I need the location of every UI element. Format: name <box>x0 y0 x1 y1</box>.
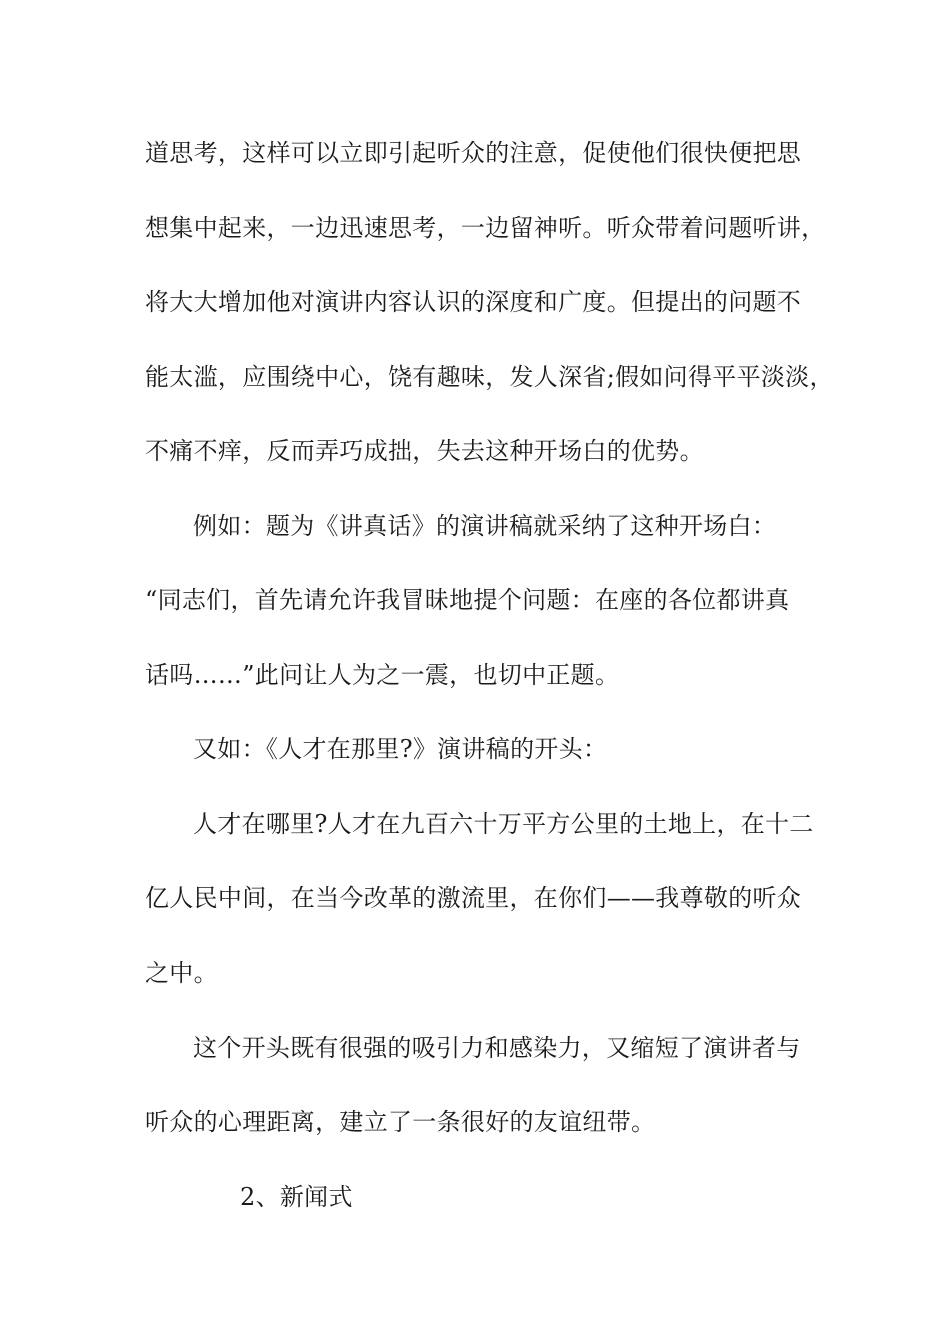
text-line: 将大大增加他对演讲内容认识的深度和广度。但提出的问题不 <box>145 288 802 316</box>
text-line: 之中。 <box>145 959 218 987</box>
text-line: 听众的心理距离，建立了一条很好的友谊纽带。 <box>145 1108 656 1136</box>
text-line: 例如：题为《讲真话》的演讲稿就采纳了这种开场白： <box>193 512 777 540</box>
text-line: 话吗……”此问让人为之一震，也切中正题。 <box>145 661 620 689</box>
text-line: 想集中起来，一边迅速思考，一边留神听。听众带着问题听讲， <box>145 214 826 242</box>
text-line: “同志们，首先请允许我冒昧地提个问题：在座的各位都讲真 <box>145 586 790 614</box>
text-line: 又如：《人才在那里?》演讲稿的开头： <box>193 735 608 763</box>
text-line: 能太滥，应围绕中心，饶有趣味，发人深省;假如问得平平淡淡， <box>145 363 834 391</box>
text-line: 亿人民中间，在当今改革的激流里，在你们——我尊敬的听众 <box>145 884 802 912</box>
section-heading: 2、新闻式 <box>240 1183 353 1211</box>
text-line: 道思考，这样可以立即引起听众的注意，促使他们很快便把思 <box>145 139 802 167</box>
text-line: 不痛不痒，反而弄巧成拙，失去这种开场白的优势。 <box>145 437 704 465</box>
text-line: 这个开头既有很强的吸引力和感染力，又缩短了演讲者与 <box>193 1034 801 1062</box>
text-line: 人才在哪里?人才在九百六十万平方公里的土地上，在十二 <box>193 810 814 838</box>
